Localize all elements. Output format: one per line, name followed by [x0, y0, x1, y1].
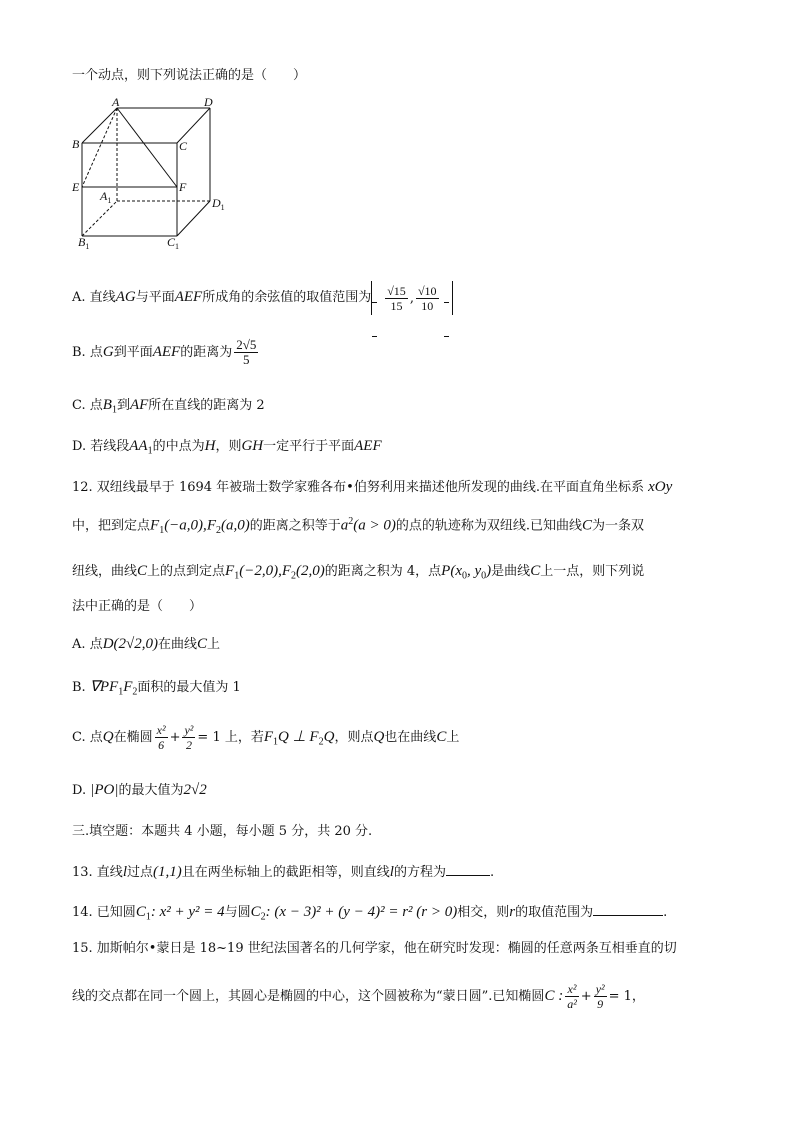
label-D: D: [204, 96, 213, 109]
question-intro: 一个动点，则下列说法正确的是（ ）: [72, 68, 307, 83]
q13: 13. 直线l过点(1,1)且在两坐标轴上的截距相等，则直线l的方程为 .: [72, 864, 495, 880]
q12-option-d: D. |PO|的最大值为2√2: [72, 782, 207, 798]
label-E: E: [72, 180, 80, 194]
label-C: C: [179, 139, 188, 153]
q13-answer-blank[interactable]: [446, 875, 490, 876]
label-B: B: [72, 137, 80, 151]
q12-option-b: B. $\nabla PF_1F_2$面积的最大值为 1: [72, 679, 241, 698]
label-C1: $C_1$: [167, 235, 180, 251]
q11-option-b: B. 点G到平面AEF的距离为 $\frac{2√5}{5}$: [72, 337, 257, 367]
q15-line-2: 线的交点都在同一个圆上，其圆心是椭圆的中心，这个圆被称为“蒙日圆”.已知椭圆C : $\frac{\text{x²}}{\text{a²}}$ + $\frac{\text{y²}}{9}$ = 1，: [72, 982, 645, 1011]
q12-line-2: 中，把到定点$F_1(-a,0),F_2(a,0)$的距离之积等于$a^2(a > 0)$的点的轨迹称为双纽线.已知曲线C为一条双: [72, 516, 645, 536]
label-F: F: [179, 180, 187, 194]
q11-option-d: D. 若线段$AA_1$的中点为H，则GH一定平行于平面AEF: [72, 438, 382, 457]
q15-line-1: 15. 加斯帕尔•蒙日是 18~19 世纪法国著名的几何学家，他在研究时发现：椭圆的任意两条互相垂直的切: [72, 941, 677, 956]
q12-line-3: 纽线，曲线C上的点到定点$F_1(-2,0),F_2(2,0)$的距离之积为 4，点$P(x_0$, $y_0$)是曲线C上一点，则下列说: [72, 563, 645, 582]
label-D1: $D_1$: [212, 196, 225, 212]
q14-answer-blank[interactable]: [593, 915, 663, 916]
q12-option-a: A. 点D(2√2,0)在曲线C上: [72, 636, 221, 652]
cube-figure: [70, 96, 240, 256]
label-A: A: [112, 96, 120, 109]
q11-option-c: C. 点$B_1$到AF所在直线的距离为 2: [72, 397, 265, 416]
q12-line-1: 12. 双纽线最早于 1694 年被瑞士数学家雅各布•伯努利用来描述他所发现的曲线.在平面直角坐标系 xOy: [72, 479, 673, 495]
label-A1: $A_1$: [100, 189, 112, 205]
q12-line-4: 法中正确的是（ ）: [72, 599, 203, 614]
label-B1: $B_1$: [78, 235, 90, 251]
section-3-heading: 三.填空题：本题共 4 小题，每小题 5 分，共 20 分.: [72, 824, 373, 839]
q11-option-a: A. 直线AG与平面AEF所成角的余弦值的取值范围为 $\frac{√15}{15}$ , $\frac{√10}{10}$: [72, 279, 453, 316]
q12-option-c: C. 点Q在椭圆 $\frac{\text{x²}}{6}$ + $\frac{\text{y²}}{2}$ = 1 上，若$F_1Q$ ⊥ $F_2Q$，则点Q也在曲线C上: [72, 723, 460, 752]
q14: 14. 已知圆$C_1$: x² + y² = 4与圆$C_2$: (x − 3)² + (y − 4)² = r² (r > 0)相交，则r的取值范围为 .: [72, 904, 668, 923]
